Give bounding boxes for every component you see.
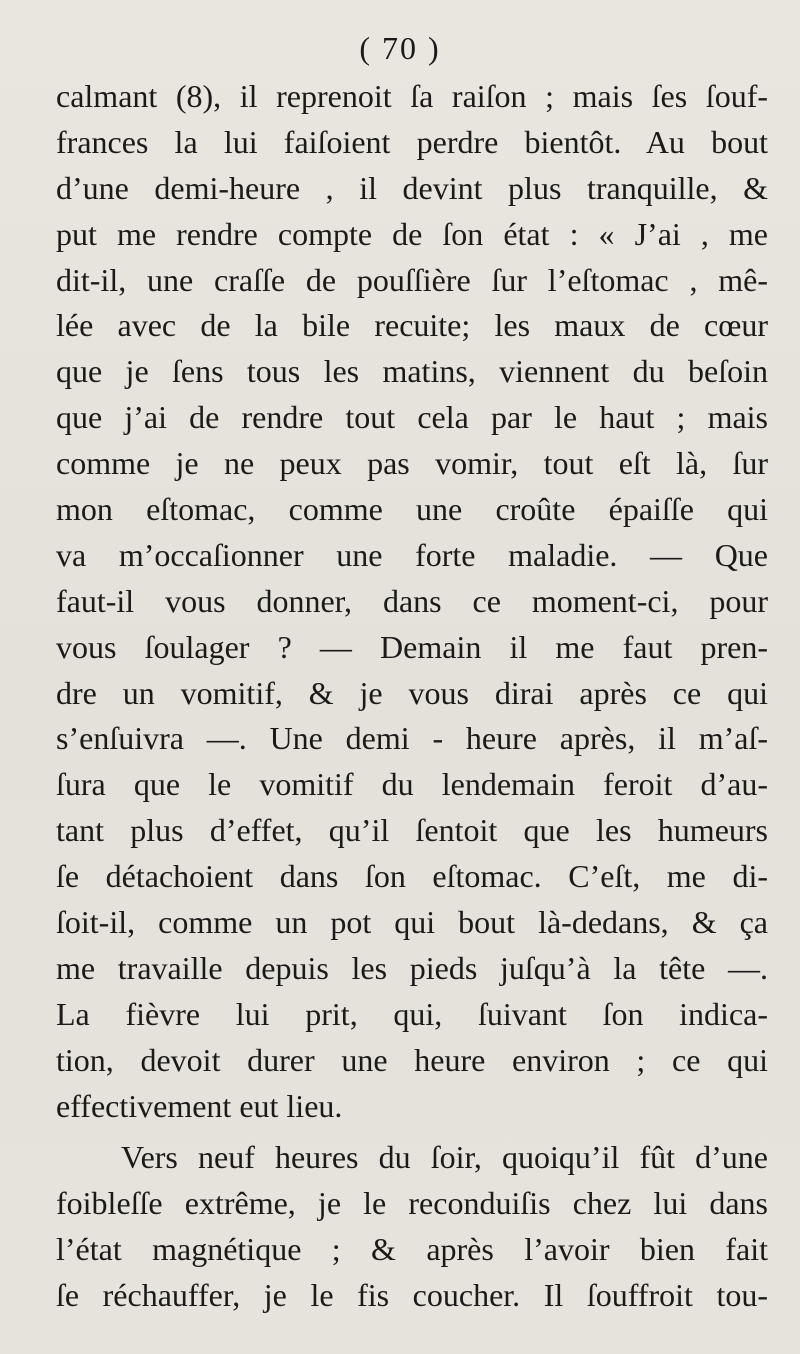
text-line: vous ſoulager ? — Demain il me faut pren- — [56, 628, 768, 665]
text-line: que j’ai de rendre tout cela par le haut ; mais — [56, 399, 768, 436]
text-body — [56, 74, 768, 1319]
text-line: que je ſens tous les matins, viennent du beſoin — [56, 353, 768, 390]
text-line: calmant (8), il reprenoit ſa raiſon ; mais ſes ſouf- — [56, 78, 768, 114]
text-line: comme je ne peux pas vomir, tout eſt là, ſur — [56, 445, 768, 482]
text-line: mon eſtomac, comme une croûte épaiſſe qui — [56, 491, 768, 528]
text-line: frances la lui faiſoient perdre bientôt. Au bout — [56, 123, 768, 160]
text-line: La fièvre lui prit, qui, ſuivant ſon indica- — [56, 995, 768, 1032]
text-line: d’une demi-heure , il devint plus tranquille, & — [56, 169, 768, 206]
text-line: s’enſuivra —. Une demi - heure après, il m’aſ- — [56, 720, 768, 757]
text-line: ſe réchauffer, je le fis coucher. Il ſouffroit tou- — [56, 1277, 768, 1314]
paragraph-1 — [56, 74, 768, 1129]
text-line: me travaille depuis les pieds juſqu’à la tête —. — [56, 949, 768, 986]
text-line: foibleſſe extrême, je le reconduiſis chez lui dans — [56, 1185, 768, 1222]
text-line: Vers neuf heures du ſoir, quoiqu’il fût d’une — [121, 1139, 768, 1176]
page-number: ( 70 ) — [359, 30, 441, 66]
text-line: ſoit-il, comme un pot qui bout là-dedans, & ça — [56, 904, 768, 941]
paragraph-2 — [56, 1135, 768, 1319]
text-line: ſe détachoient dans ſon eſtomac. C’eſt, me di- — [56, 858, 768, 895]
text-line: dre un vomitif, & je vous dirai après ce qui — [56, 674, 768, 711]
text-line: l’état magnétique ; & après l’avoir bien fait — [56, 1231, 768, 1268]
text-line: tant plus d’effet, qu’il ſentoit que les humeurs — [56, 812, 768, 849]
text-line: ſura que le vomitif du lendemain feroit d’au- — [56, 766, 768, 803]
text-line: put me rendre compte de ſon état : « J’ai , me — [56, 215, 768, 252]
text-line: lée avec de la bile recuite; les maux de cœur — [56, 307, 768, 344]
text-line: tion, devoit durer une heure environ ; ce qui — [56, 1041, 768, 1078]
text-line: faut-il vous donner, dans ce moment-ci, pour — [56, 582, 768, 619]
text-line: va m’occaſionner une forte maladie. — Que — [56, 536, 768, 573]
text-line: dit-il, une craſſe de pouſſière ſur l’eſtomac , mê- — [56, 261, 768, 298]
text-line: effectivement eut lieu. — [56, 1087, 343, 1124]
